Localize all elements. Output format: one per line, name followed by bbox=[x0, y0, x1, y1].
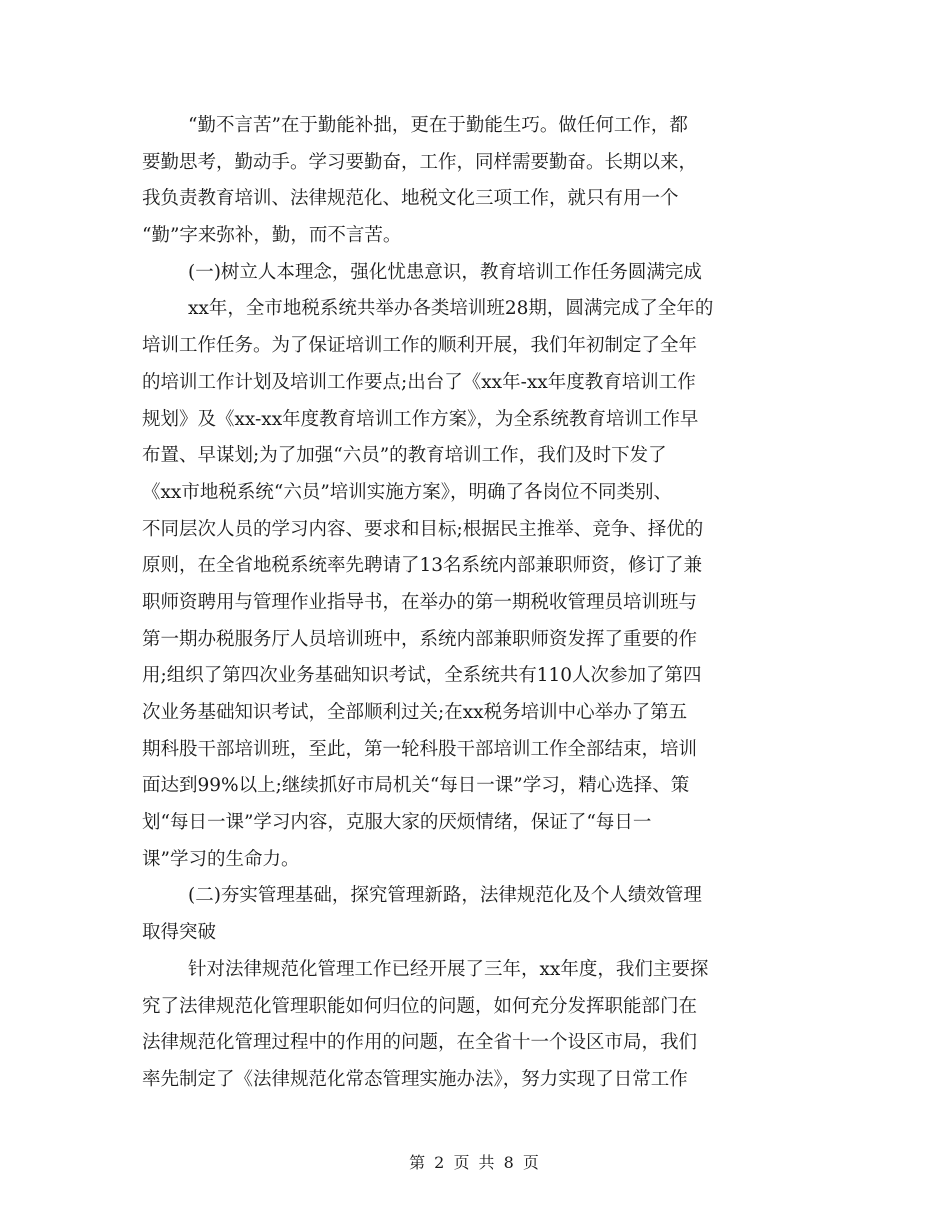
text-line: 原则，在全省地税系统率先聘请了13名系统内部兼职师资，修订了兼 bbox=[142, 555, 703, 577]
text-line: 《xx市地税系统“六员”培训实施方案》，明确了各岗位不同类别、 bbox=[142, 481, 673, 503]
section-heading-continued: 取得突破 bbox=[142, 922, 217, 944]
text-line: 规划》及《xx-xx年度教育培训工作方案》，为全系统教育培训工作早 bbox=[142, 408, 699, 430]
text-line: 培训工作任务。为了保证培训工作的顺利开展，我们年初制定了全年 bbox=[142, 335, 698, 357]
text-line: 不同层次人员的学习内容、要求和目标;根据民主推举、竞争、择优的 bbox=[142, 518, 704, 540]
section-heading: (一)树立人本理念，强化忧患意识，教育培训工作任务圆满完成 bbox=[188, 261, 702, 283]
text-line: 课”学习的生命力。 bbox=[142, 848, 300, 870]
text-line: 的培训工作计划及培训工作要点;出台了《xx年-xx年度教育培训工作 bbox=[142, 371, 696, 393]
text-line: 要勤思考，勤动手。学习要勤奋，工作，同样需要勤奋。长期以来， bbox=[142, 151, 698, 173]
section-heading: (二)夯实管理基础，探究管理新路，法律规范化及个人绩效管理 bbox=[188, 885, 702, 907]
text-line: 用;组织了第四次业务基础知识考试，全系统共有110人次参加了第四 bbox=[142, 665, 702, 687]
text-line: 究了法律规范化管理职能如何归位的问题，如何充分发挥职能部门在 bbox=[142, 995, 698, 1017]
text-line: 法律规范化管理过程中的作用的问题，在全省十一个设区市局，我们 bbox=[142, 1032, 698, 1054]
text-line: 针对法律规范化管理工作已经开展了三年，xx年度，我们主要探 bbox=[188, 958, 709, 980]
text-line: 面达到99%以上;继续抓好市局机关“每日一课”学习，精心选择、策 bbox=[142, 775, 690, 797]
text-line: 我负责教育培训、法律规范化、地税文化三项工作，就只有用一个 bbox=[142, 188, 679, 210]
text-line: xx年，全市地税系统共举办各类培训班28期，圆满完成了全年的 bbox=[188, 298, 714, 320]
text-line: 次业务基础知识考试，全部顺利过关;在xx税务培训中心举办了第五 bbox=[142, 702, 688, 723]
text-line: 期科股干部培训班，至此，第一轮科股干部培训工作全部结束，培训 bbox=[142, 738, 698, 760]
text-line: 率先制定了《法律规范化常态管理实施办法》，努力实现了日常工作 bbox=[142, 1068, 688, 1090]
document-body bbox=[142, 108, 812, 1099]
text-line: “勤”字来弥补，勤，而不言苦。 bbox=[142, 225, 402, 247]
page-number-footer: 第 2 页 共 8 页 bbox=[409, 1153, 541, 1172]
text-line: “勤不言苦”在于勤能补拙，更在于勤能生巧。做任何工作，都 bbox=[188, 115, 688, 136]
text-line: 职师资聘用与管理作业指导书，在举办的第一期税收管理员培训班与 bbox=[142, 591, 698, 613]
text-line: 布置、早谋划;为了加强“六员”的教育培训工作，我们及时下发了 bbox=[142, 445, 667, 467]
text-line: 第一期办税服务厅人员培训班中，系统内部兼职师资发挥了重要的作 bbox=[142, 628, 698, 650]
text-line: 划“每日一课”学习内容，克服大家的厌烦情绪，保证了“每日一 bbox=[142, 812, 652, 834]
